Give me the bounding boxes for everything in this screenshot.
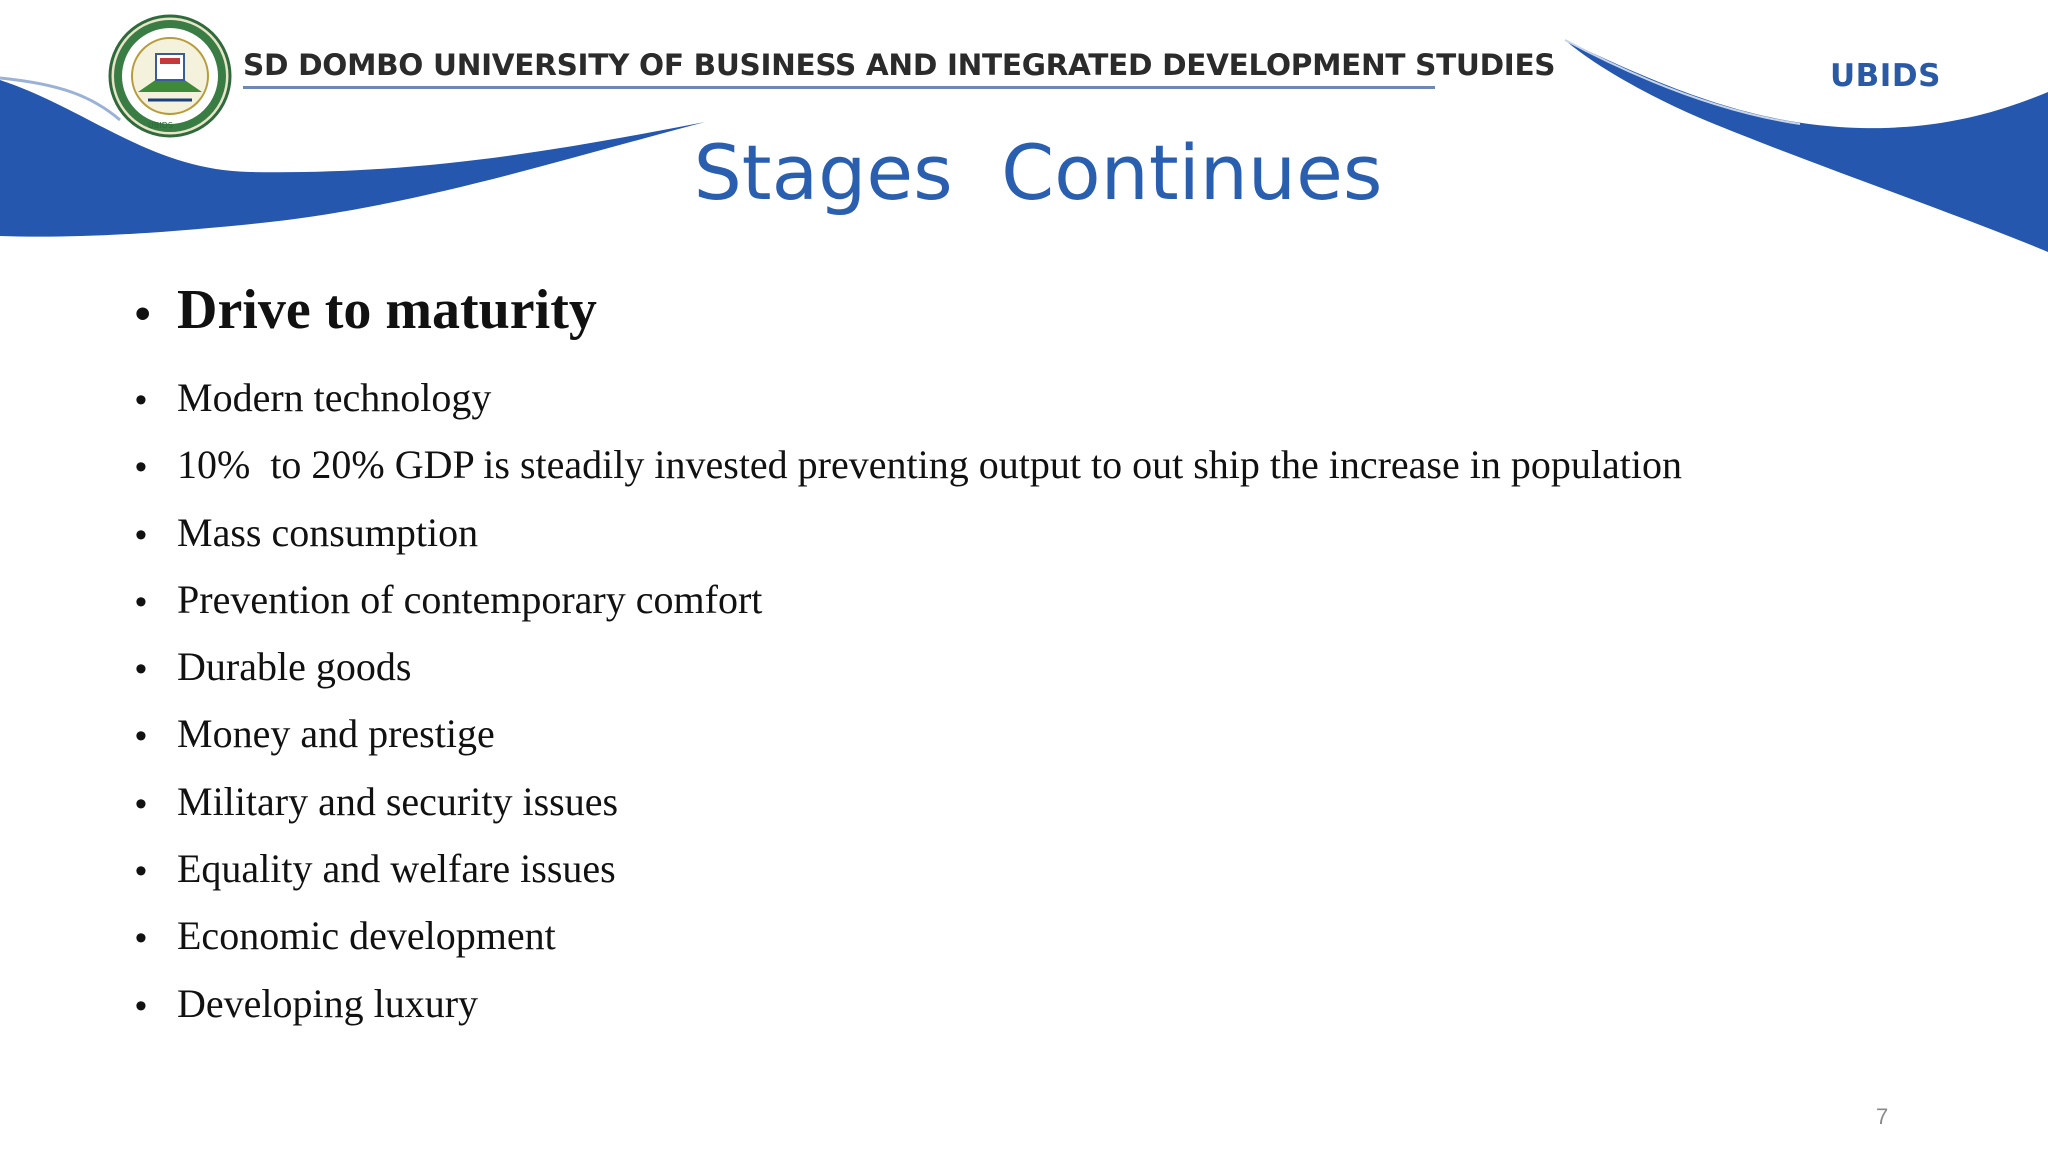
bullet-item	[135, 778, 1682, 845]
slide-title: Stages Continues	[693, 128, 1383, 217]
bullet-text: Developing luxury	[177, 980, 479, 1026]
ubids-logo: UBIDS	[1830, 58, 1941, 94]
bullet-text: Money and prestige	[177, 711, 495, 757]
bullet-dot-icon: •	[135, 717, 147, 756]
seal-caption: UBIDS	[148, 121, 173, 130]
bullet-item	[135, 912, 1682, 979]
bullet-item	[135, 509, 1682, 576]
page-number: 7	[1876, 1104, 1889, 1129]
bullet-dot-icon: •	[135, 852, 147, 891]
bullet-text: Modern technology	[177, 375, 492, 420]
bullet-list	[135, 278, 1682, 1047]
bullet-text: Military and security issues	[177, 778, 619, 824]
bullet-text: 10% to 20% GDP is steadily invested preventing output to out ship the increase in population	[177, 442, 1682, 488]
bullet-text: Mass consumption	[177, 509, 479, 555]
bullet-dot-icon: •	[135, 784, 147, 823]
right-swoosh-line	[1565, 40, 1800, 124]
bullet-text: Drive to maturity	[177, 279, 597, 341]
bullet-text: Durable goods	[177, 644, 412, 690]
bullet-item	[135, 980, 1682, 1047]
bullet-item	[135, 576, 1682, 643]
university-name-underline	[243, 86, 1435, 89]
bullet-text: Prevention of contemporary comfort	[177, 576, 763, 622]
bullet-dot-icon: •	[135, 919, 147, 958]
bullet-dot-icon: •	[135, 448, 147, 487]
bullet-dot-icon: •	[135, 515, 147, 554]
bullet-item	[135, 845, 1682, 912]
bullet-item	[135, 441, 1682, 508]
bullet-dot-icon: •	[135, 986, 147, 1025]
bullet-text: Economic development	[177, 913, 556, 959]
university-seal-icon	[108, 14, 232, 138]
bullet-item	[135, 374, 1682, 441]
university-name: SD DOMBO UNIVERSITY OF BUSINESS AND INTEGRATED DEVELOPMENT STUDIES	[243, 48, 1556, 82]
bullet-item	[135, 278, 1682, 374]
bullet-dot-icon: •	[135, 582, 147, 621]
bullet-dot-icon: •	[135, 289, 151, 338]
bullet-dot-icon: •	[135, 381, 147, 419]
bullet-dot-icon: •	[135, 650, 147, 689]
bullet-text: Equality and welfare issues	[177, 846, 616, 892]
bullet-item	[135, 710, 1682, 777]
bullet-item	[135, 643, 1682, 710]
